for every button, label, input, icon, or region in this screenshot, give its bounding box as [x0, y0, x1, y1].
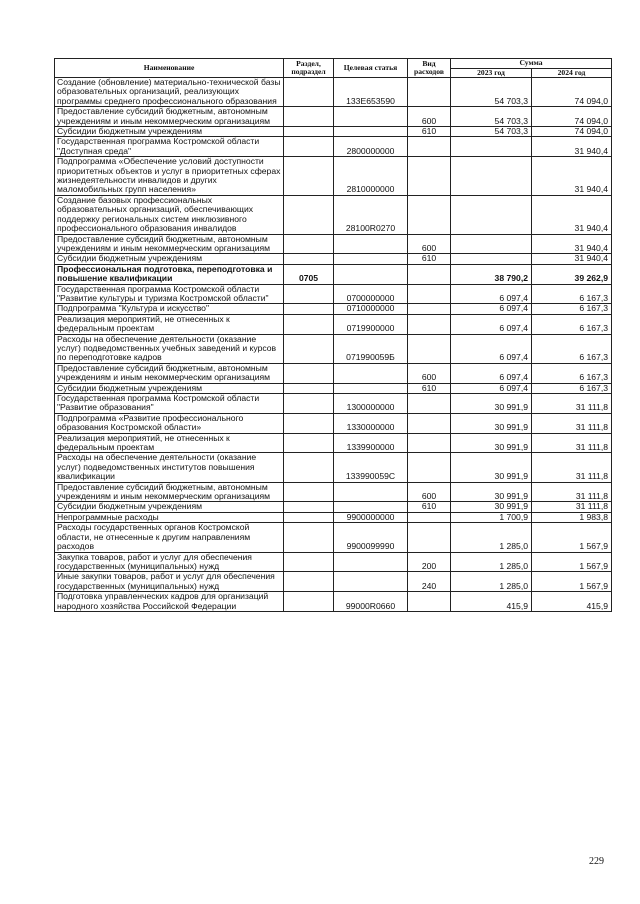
table-row	[55, 107, 612, 127]
cell-section	[284, 284, 334, 304]
cell-target: 1300000000	[334, 394, 408, 414]
cell-sum-2023: 30 991,9	[451, 413, 532, 433]
cell-sum-2024: 6 167,3	[532, 383, 612, 393]
cell-sum-2023: 30 991,9	[451, 482, 532, 502]
cell-kind	[408, 284, 451, 304]
cell-sum-2024: 6 167,3	[532, 363, 612, 383]
cell-kind: 600	[408, 234, 451, 254]
table-row	[55, 592, 612, 612]
table-row	[55, 304, 612, 314]
cell-target: 1330000000	[334, 413, 408, 433]
cell-sum-2024: 74 094,0	[532, 78, 612, 107]
cell-kind: 610	[408, 127, 451, 137]
cell-kind	[408, 264, 451, 284]
cell-kind: 610	[408, 254, 451, 264]
cell-section	[284, 433, 334, 453]
table-row	[55, 413, 612, 433]
header-year-2024: 2024 год	[532, 68, 612, 78]
cell-kind: 610	[408, 383, 451, 393]
cell-target: 2810000000	[334, 157, 408, 196]
cell-section	[284, 394, 334, 414]
cell-target: 99000R0660	[334, 592, 408, 612]
cell-target: 0700000000	[334, 284, 408, 304]
table-row	[55, 254, 612, 264]
cell-name: Реализация мероприятий, не отнесенных к федеральным проектам	[55, 314, 284, 334]
cell-name: Создание (обновление) материально-технической базы образовательных организаций, реализующих программы среднего профессионального образования	[55, 78, 284, 107]
cell-target	[334, 572, 408, 592]
budget-table	[54, 58, 612, 612]
cell-sum-2023: 54 703,3	[451, 78, 532, 107]
table-row	[55, 264, 612, 284]
cell-name: Субсидии бюджетным учреждениям	[55, 254, 284, 264]
cell-sum-2023: 6 097,4	[451, 383, 532, 393]
table-row	[55, 433, 612, 453]
cell-sum-2023: 6 097,4	[451, 334, 532, 363]
page-number: 229	[589, 856, 604, 867]
table-row	[55, 363, 612, 383]
cell-name: Подпрограмма «Обеспечение условий доступности приоритетных объектов и услуг в приоритетных сферах жизнедеятельности инвалидов и других маломобильных групп населения»	[55, 157, 284, 196]
cell-sum-2023: 30 991,9	[451, 433, 532, 453]
table-row	[55, 195, 612, 234]
cell-sum-2024: 31 940,4	[532, 234, 612, 254]
cell-kind	[408, 137, 451, 157]
cell-section	[284, 254, 334, 264]
cell-name: Подпрограмма «Развитие профессионального образования Костромской области»	[55, 413, 284, 433]
cell-name: Субсидии бюджетным учреждениям	[55, 383, 284, 393]
cell-name: Предоставление субсидий бюджетным, автономным учреждениям и иным некоммерческим организациям	[55, 107, 284, 127]
cell-section	[284, 304, 334, 314]
cell-target	[334, 552, 408, 572]
cell-sum-2023: 6 097,4	[451, 284, 532, 304]
cell-target	[334, 383, 408, 393]
cell-sum-2024: 74 094,0	[532, 127, 612, 137]
cell-name: Субсидии бюджетным учреждениям	[55, 502, 284, 512]
cell-target	[334, 482, 408, 502]
cell-sum-2024: 6 167,3	[532, 314, 612, 334]
cell-kind: 600	[408, 482, 451, 502]
cell-sum-2024: 39 262,9	[532, 264, 612, 284]
cell-sum-2024: 415,9	[532, 592, 612, 612]
header-section: Раздел, подраздел	[284, 59, 334, 78]
cell-kind	[408, 523, 451, 552]
table-row	[55, 512, 612, 522]
cell-sum-2023: 30 991,9	[451, 453, 532, 482]
cell-name: Создание базовых профессиональных образовательных организаций, обеспечивающих поддержку региональных систем инклюзивного профессионального образования инвалидов	[55, 195, 284, 234]
cell-kind: 200	[408, 552, 451, 572]
cell-section	[284, 572, 334, 592]
cell-sum-2024: 31 940,4	[532, 254, 612, 264]
cell-section	[284, 78, 334, 107]
cell-sum-2024: 31 940,4	[532, 195, 612, 234]
cell-sum-2023: 30 991,9	[451, 502, 532, 512]
cell-target: 0710000000	[334, 304, 408, 314]
cell-target: 28100R0270	[334, 195, 408, 234]
cell-section	[284, 523, 334, 552]
cell-sum-2023: 6 097,4	[451, 304, 532, 314]
table-row	[55, 453, 612, 482]
cell-sum-2023: 54 703,3	[451, 107, 532, 127]
cell-name: Предоставление субсидий бюджетным, автономным учреждениям и иным некоммерческим организациям	[55, 363, 284, 383]
cell-name: Непрограммные расходы	[55, 512, 284, 522]
cell-kind	[408, 195, 451, 234]
cell-kind: 600	[408, 107, 451, 127]
cell-sum-2023	[451, 254, 532, 264]
cell-section	[284, 512, 334, 522]
cell-target: 9900099990	[334, 523, 408, 552]
header-target: Целевая статья	[334, 59, 408, 78]
header-sum: Сумма	[451, 59, 612, 69]
cell-target: 9900000000	[334, 512, 408, 522]
cell-sum-2024: 1 983,8	[532, 512, 612, 522]
cell-section	[284, 592, 334, 612]
cell-sum-2024: 31 111,8	[532, 453, 612, 482]
cell-section: 0705	[284, 264, 334, 284]
cell-target	[334, 502, 408, 512]
cell-sum-2023: 1 285,0	[451, 552, 532, 572]
cell-section	[284, 157, 334, 196]
cell-sum-2024: 74 094,0	[532, 107, 612, 127]
cell-kind	[408, 78, 451, 107]
cell-kind	[408, 157, 451, 196]
cell-sum-2024: 31 111,8	[532, 502, 612, 512]
cell-sum-2023: 30 991,9	[451, 394, 532, 414]
header-name: Наименование	[55, 59, 284, 78]
cell-sum-2024: 31 111,8	[532, 413, 612, 433]
cell-section	[284, 107, 334, 127]
cell-sum-2024: 6 167,3	[532, 284, 612, 304]
cell-kind	[408, 592, 451, 612]
cell-section	[284, 552, 334, 572]
table-row	[55, 502, 612, 512]
cell-kind	[408, 304, 451, 314]
cell-sum-2024: 1 567,9	[532, 523, 612, 552]
table-row	[55, 284, 612, 304]
cell-target: 071990059Б	[334, 334, 408, 363]
cell-target: 2800000000	[334, 137, 408, 157]
cell-sum-2024: 31 940,4	[532, 137, 612, 157]
cell-sum-2023	[451, 137, 532, 157]
cell-kind	[408, 314, 451, 334]
cell-sum-2024: 1 567,9	[532, 572, 612, 592]
cell-name: Государственная программа Костромской области "Доступная среда"	[55, 137, 284, 157]
cell-sum-2023: 1 285,0	[451, 523, 532, 552]
cell-kind: 610	[408, 502, 451, 512]
cell-target	[334, 127, 408, 137]
cell-sum-2023: 415,9	[451, 592, 532, 612]
cell-kind	[408, 453, 451, 482]
cell-section	[284, 453, 334, 482]
table-row	[55, 234, 612, 254]
cell-name: Предоставление субсидий бюджетным, автономным учреждениям и иным некоммерческим организациям	[55, 482, 284, 502]
table-row	[55, 127, 612, 137]
cell-sum-2024: 6 167,3	[532, 304, 612, 314]
cell-section	[284, 195, 334, 234]
cell-section	[284, 137, 334, 157]
cell-name: Предоставление субсидий бюджетным, автономным учреждениям и иным некоммерческим организациям	[55, 234, 284, 254]
cell-name: Иные закупки товаров, работ и услуг для обеспечения государственных (муниципальных) нужд	[55, 572, 284, 592]
table-row	[55, 572, 612, 592]
cell-name: Расходы на обеспечение деятельности (оказание услуг) подведомственных институтов повышения квалификации	[55, 453, 284, 482]
cell-name: Профессиональная подготовка, переподготовка и повышение квалификации	[55, 264, 284, 284]
cell-section	[284, 383, 334, 393]
cell-name: Расходы на обеспечение деятельности (оказание услуг) подведомственных учебных заведений и курсов по переподготовке кадров	[55, 334, 284, 363]
table-row	[55, 383, 612, 393]
header-kind: Вид расходов	[408, 59, 451, 78]
cell-name: Реализация мероприятий, не отнесенных к федеральным проектам	[55, 433, 284, 453]
cell-kind	[408, 334, 451, 363]
cell-section	[284, 314, 334, 334]
cell-target: 0719900000	[334, 314, 408, 334]
table-row	[55, 78, 612, 107]
cell-section	[284, 334, 334, 363]
cell-kind	[408, 394, 451, 414]
cell-sum-2024: 31 111,8	[532, 482, 612, 502]
budget-table-sheet	[54, 58, 611, 612]
cell-sum-2023	[451, 234, 532, 254]
cell-target: 1339900000	[334, 433, 408, 453]
cell-kind	[408, 512, 451, 522]
cell-target	[334, 363, 408, 383]
table-row	[55, 552, 612, 572]
cell-name: Субсидии бюджетным учреждениям	[55, 127, 284, 137]
cell-kind: 240	[408, 572, 451, 592]
table-row	[55, 157, 612, 196]
cell-kind: 600	[408, 363, 451, 383]
cell-section	[284, 363, 334, 383]
cell-sum-2023: 6 097,4	[451, 314, 532, 334]
cell-sum-2023	[451, 195, 532, 234]
cell-sum-2023: 6 097,4	[451, 363, 532, 383]
table-header	[55, 59, 612, 78]
cell-name: Государственная программа Костромской области "Развитие культуры и туризма Костромской области"	[55, 284, 284, 304]
cell-name: Подпрограмма "Культура и искусство"	[55, 304, 284, 314]
cell-sum-2024: 31 940,4	[532, 157, 612, 196]
table-row	[55, 523, 612, 552]
table-row	[55, 314, 612, 334]
cell-sum-2023: 38 790,2	[451, 264, 532, 284]
cell-target	[334, 107, 408, 127]
cell-name: Расходы государственных органов Костромской области, не отнесенные к другим направлениям расходов	[55, 523, 284, 552]
cell-sum-2024: 31 111,8	[532, 394, 612, 414]
cell-sum-2024: 1 567,9	[532, 552, 612, 572]
table-row	[55, 482, 612, 502]
cell-sum-2023: 1 285,0	[451, 572, 532, 592]
cell-section	[284, 413, 334, 433]
cell-target	[334, 234, 408, 254]
cell-name: Закупка товаров, работ и услуг для обеспечения государственных (муниципальных) нужд	[55, 552, 284, 572]
cell-section	[284, 482, 334, 502]
cell-sum-2023: 1 700,9	[451, 512, 532, 522]
table-row	[55, 137, 612, 157]
cell-sum-2023: 54 703,3	[451, 127, 532, 137]
cell-target	[334, 264, 408, 284]
table-body	[55, 78, 612, 612]
cell-sum-2023	[451, 157, 532, 196]
cell-kind	[408, 433, 451, 453]
cell-name: Государственная программа Костромской области "Развитие образования"	[55, 394, 284, 414]
cell-sum-2024: 31 111,8	[532, 433, 612, 453]
header-year-2023: 2023 год	[451, 68, 532, 78]
table-row	[55, 394, 612, 414]
cell-section	[284, 502, 334, 512]
cell-target: 133Е653590	[334, 78, 408, 107]
cell-sum-2024: 6 167,3	[532, 334, 612, 363]
cell-section	[284, 127, 334, 137]
cell-kind	[408, 413, 451, 433]
cell-target: 133990059С	[334, 453, 408, 482]
cell-name: Подготовка управленческих кадров для организаций народного хозяйства Российской Федерации	[55, 592, 284, 612]
table-row	[55, 334, 612, 363]
cell-section	[284, 234, 334, 254]
cell-target	[334, 254, 408, 264]
